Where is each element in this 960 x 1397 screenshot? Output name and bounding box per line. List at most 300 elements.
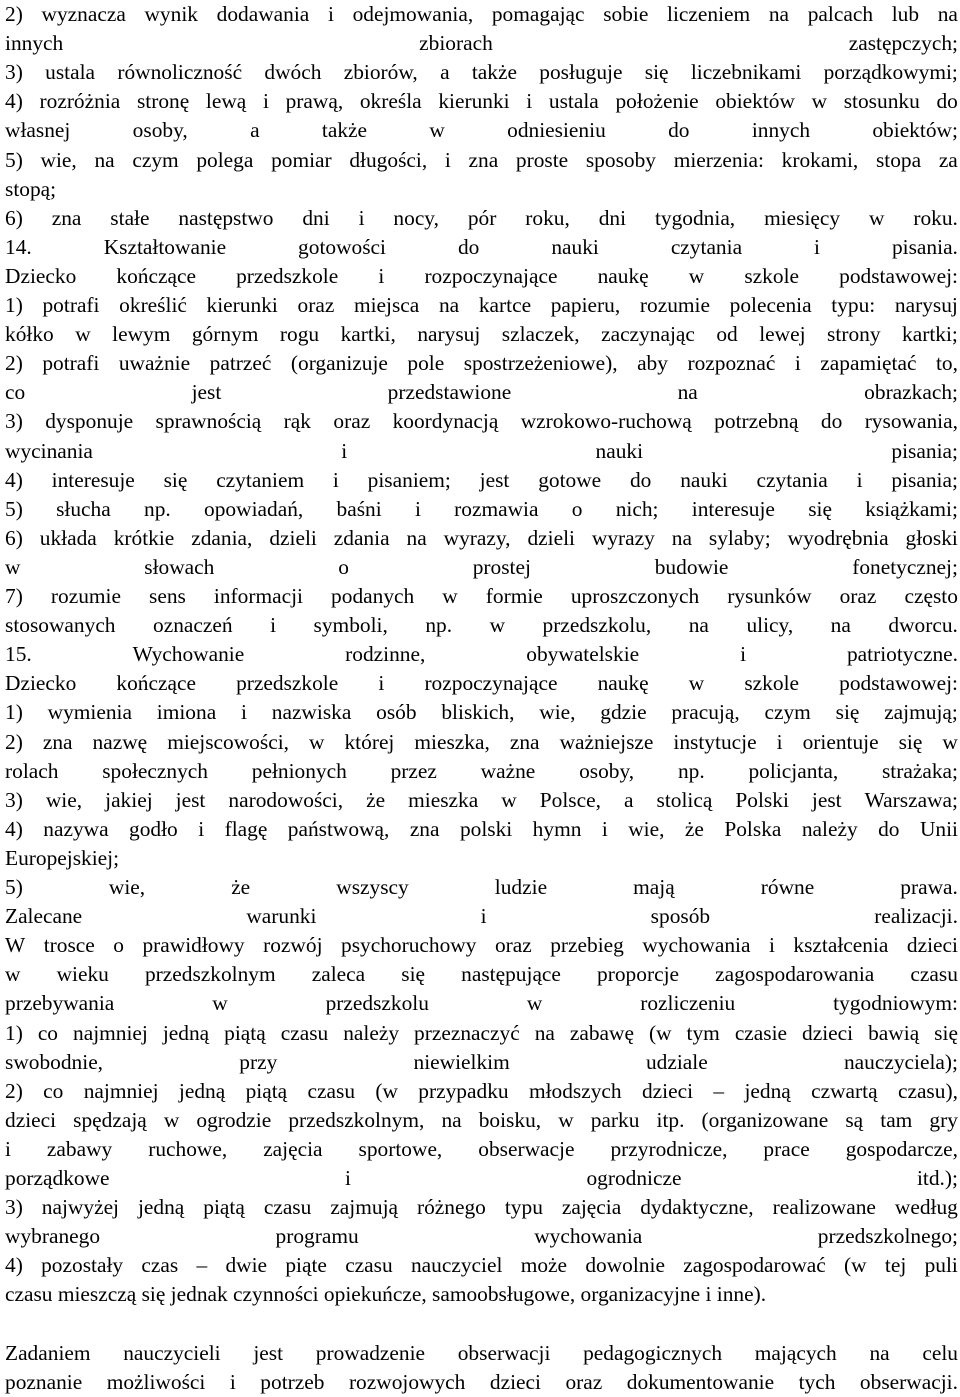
text-line <box>5 204 958 233</box>
word: krótkie <box>113 525 175 550</box>
word: przebieg <box>550 933 624 958</box>
word: położenie <box>615 89 699 114</box>
word: Polska <box>724 816 782 841</box>
word: potrzebną <box>714 409 799 434</box>
text-line <box>5 698 958 727</box>
word: dni <box>302 205 330 230</box>
word: zna <box>51 205 82 230</box>
word: typu <box>504 1195 543 1220</box>
word: prace <box>763 1136 810 1161</box>
word: niewielkim <box>413 1049 510 1074</box>
word: i <box>794 351 801 376</box>
word: realizowane <box>772 1195 876 1220</box>
word: czytania <box>670 234 743 259</box>
word: kartki; <box>902 322 958 347</box>
word: obserwacje <box>478 1136 575 1161</box>
word: gospodarcze, <box>845 1136 958 1161</box>
word: rozliczeniu <box>640 991 736 1016</box>
word: czym <box>764 700 811 725</box>
word: pomagając <box>491 2 585 26</box>
word: czasu <box>263 1195 312 1220</box>
word: nauczyciela); <box>843 1049 958 1074</box>
word: w <box>163 1107 180 1132</box>
word: i <box>327 2 334 26</box>
word: bliskich, <box>441 700 515 725</box>
word: zna <box>42 729 73 754</box>
word: jedną <box>178 1078 226 1103</box>
word: często <box>904 584 958 608</box>
word: do <box>820 409 843 434</box>
text-line <box>5 116 958 145</box>
word: i <box>378 263 385 288</box>
word: i <box>198 816 205 841</box>
word: i <box>5 1136 11 1161</box>
word: wie, <box>628 816 665 841</box>
word: następstwo <box>178 205 274 230</box>
word: a <box>440 60 450 85</box>
word: o <box>571 496 583 521</box>
word: (organizuje <box>290 351 388 376</box>
word: dzieli <box>527 525 575 550</box>
word: piątą <box>203 1195 245 1220</box>
word: najmniej <box>73 1020 148 1045</box>
word: np. <box>425 613 453 638</box>
text-line <box>5 524 958 553</box>
word: podstawowej: <box>839 671 958 696</box>
word: W <box>5 933 26 958</box>
word: się <box>644 60 669 85</box>
word: 3) <box>5 1195 23 1220</box>
word: celu <box>922 1340 958 1365</box>
word: dwie <box>225 1253 268 1278</box>
word: na <box>94 147 115 172</box>
word: państwową, <box>287 816 390 841</box>
word: oraz <box>565 1369 603 1394</box>
word: strażaka; <box>881 758 958 783</box>
word: pełnionych <box>251 758 347 783</box>
text-line <box>5 1251 958 1280</box>
word: lewej <box>759 322 806 347</box>
word: oraz <box>494 933 532 958</box>
word: odejmowania, <box>352 2 474 26</box>
word: sportowe, <box>358 1136 443 1161</box>
text-line: Europejskiej; <box>5 845 120 870</box>
word: także <box>321 118 368 143</box>
word: kartce <box>478 293 532 317</box>
word: zbiorach <box>419 31 493 56</box>
word: dni <box>598 205 627 230</box>
word: miejsca <box>353 293 420 317</box>
text-line <box>5 466 958 495</box>
word: parku <box>590 1107 640 1132</box>
word: i <box>740 642 747 667</box>
word: i <box>480 904 487 929</box>
word: oraz <box>333 409 371 434</box>
word: boisku, <box>478 1107 542 1132</box>
text-line <box>5 146 958 175</box>
word: na <box>768 2 790 26</box>
word: obrazkach; <box>864 380 958 405</box>
word: 5) <box>5 496 23 521</box>
word: pedagogicznych <box>583 1340 723 1365</box>
word: szlaczek, <box>501 322 580 347</box>
word: ustala <box>548 89 599 114</box>
word: gotowości <box>298 234 386 259</box>
word: przy <box>239 1049 278 1074</box>
word: osoby, <box>579 758 635 783</box>
text-line <box>5 960 958 989</box>
word: miesięcy <box>764 205 841 230</box>
word: innych <box>751 118 811 143</box>
text-line: czasu mieszczą się jednak czynności opiekuńcze, samoobsługowe, organizacyjne i inne). <box>5 1282 767 1307</box>
word: polecenia <box>729 293 812 317</box>
word: są <box>845 1107 864 1132</box>
word: słowach <box>144 554 215 579</box>
word: przedstawione <box>387 380 512 405</box>
word: poznanie <box>5 1369 83 1394</box>
word: ulicy, <box>746 613 794 638</box>
word: czasie <box>734 1020 788 1045</box>
text-line: stopą; <box>5 176 57 201</box>
word: 1) <box>5 1020 23 1045</box>
word: naukę <box>597 263 649 288</box>
word: pisaniem; <box>367 467 451 492</box>
word: zajęcia <box>561 1195 622 1220</box>
word: naukę <box>597 671 649 696</box>
word: w <box>558 1107 574 1132</box>
word: rysowania, <box>864 409 958 434</box>
word: zdania, <box>191 525 253 550</box>
word: i <box>414 496 421 521</box>
word: dokumentowanie <box>626 1369 775 1394</box>
word: pisania. <box>891 234 958 259</box>
word: rozróżnia <box>39 89 121 114</box>
word: sens <box>149 584 186 608</box>
word: się <box>898 729 923 754</box>
word: rozpoznać <box>687 351 776 376</box>
word: jest <box>479 467 510 492</box>
word: stałe <box>110 205 150 230</box>
word: nich; <box>615 496 659 521</box>
word: 7) <box>5 584 23 608</box>
word: gry <box>929 1107 958 1132</box>
text-line <box>5 233 958 262</box>
text-line <box>5 553 958 582</box>
word: w <box>942 729 958 754</box>
word: bawią <box>868 1020 920 1045</box>
word: 3) <box>5 787 23 812</box>
word: przypadku <box>418 1078 509 1103</box>
word: piątą <box>224 1020 266 1045</box>
word: przedszkolnym, <box>288 1107 425 1132</box>
word: rodzinne, <box>345 642 426 667</box>
word: instytucje <box>673 729 757 754</box>
word: kierunki <box>438 89 510 114</box>
word: mających <box>754 1340 837 1365</box>
word: stosowanych <box>5 613 116 638</box>
word: flagę <box>224 816 268 841</box>
word: ważne <box>480 758 536 783</box>
word: czwartą <box>811 1078 878 1103</box>
word: sobie <box>603 2 649 26</box>
word: wzrokowo-ruchową <box>520 409 692 434</box>
word: i <box>814 234 820 259</box>
word: zajęcia <box>263 1136 323 1161</box>
word: obserwacji <box>457 1340 551 1365</box>
text-line <box>5 640 958 669</box>
word: 4) <box>5 816 23 841</box>
word: może <box>520 1253 568 1278</box>
word: sposób <box>650 904 711 929</box>
text-line <box>5 320 958 349</box>
word: społecznych <box>102 758 208 783</box>
word: mierzenia: <box>673 147 764 172</box>
word: w <box>309 729 325 754</box>
text-line <box>5 1339 958 1368</box>
word: za <box>938 147 958 172</box>
word: wychowania <box>642 933 751 958</box>
word: najmniej <box>83 1078 159 1103</box>
word: jedną <box>162 1020 210 1045</box>
word: tym <box>686 1020 720 1045</box>
word: interesuje <box>691 496 775 521</box>
word: czytaniem <box>216 467 305 492</box>
word: Dziecko <box>5 263 77 288</box>
word: uproszczonych <box>570 584 700 608</box>
word: oraz <box>839 584 877 608</box>
word: długości, <box>349 147 428 172</box>
word: proste <box>515 147 569 172</box>
word: Wychowanie <box>132 642 245 667</box>
word: pór <box>467 205 497 230</box>
text-line <box>5 437 958 466</box>
word: – <box>713 1078 725 1103</box>
word: (organizowane <box>701 1107 829 1132</box>
word: czasu <box>345 1253 393 1278</box>
word: rozpoczynające <box>424 263 558 288</box>
word: 5) <box>5 147 23 172</box>
word: kończące <box>116 671 196 696</box>
word: obywatelskie <box>526 642 640 667</box>
word: co <box>5 380 26 405</box>
word: wszyscy <box>336 875 409 899</box>
word: wie, <box>45 787 83 812</box>
word: nocy, <box>393 205 439 230</box>
text-line <box>5 728 958 757</box>
word: roku, <box>525 205 570 230</box>
text-line <box>5 1135 958 1164</box>
word: (w <box>844 1253 867 1278</box>
word: na <box>406 525 427 550</box>
word: porządkowymi; <box>823 60 958 85</box>
word: i <box>358 205 365 230</box>
word: wie, <box>108 875 146 899</box>
word: i <box>601 816 608 841</box>
word: i <box>526 89 533 114</box>
word: osoby, <box>132 118 188 143</box>
word: że <box>684 816 704 841</box>
text-line <box>5 0 958 29</box>
word: spędzają <box>73 1107 147 1132</box>
word: 15. <box>5 642 32 667</box>
word: rysunków <box>727 584 812 608</box>
word: kierunki <box>206 293 278 317</box>
word: o <box>113 933 124 958</box>
word: obiektów <box>715 89 795 114</box>
word: zaczynając <box>601 322 695 347</box>
word: w <box>75 322 91 347</box>
word: tej <box>884 1253 907 1278</box>
word: opowiadań, <box>204 496 304 521</box>
word: Polski <box>735 787 789 812</box>
word: się <box>401 962 426 987</box>
word: typu: <box>831 293 876 317</box>
word: czas <box>141 1253 179 1278</box>
word: także <box>471 60 517 85</box>
word: kończące <box>116 263 196 288</box>
word: i <box>241 700 247 725</box>
word: od <box>716 322 738 347</box>
word: papieru, <box>550 293 621 317</box>
word: zaleca <box>311 962 366 987</box>
word: jedną <box>744 1078 791 1103</box>
word: i <box>444 147 451 172</box>
word: koordynacją <box>392 409 499 434</box>
word: prawa. <box>900 875 958 899</box>
word: czasu <box>307 1078 356 1103</box>
word: mieszka <box>408 787 479 812</box>
word: informacji <box>213 584 303 608</box>
word: jest <box>253 1340 284 1365</box>
word: dzieci <box>641 1078 694 1103</box>
word: nauczycieli <box>123 1340 221 1365</box>
word: gotowe <box>538 467 602 492</box>
word: się <box>163 467 188 492</box>
word: ruchowe, <box>148 1136 228 1161</box>
word: do <box>629 467 652 492</box>
word: piąte <box>285 1253 327 1278</box>
word: 5) <box>5 875 23 899</box>
word: 1) <box>5 700 23 725</box>
word: należy <box>343 1020 400 1045</box>
word: wynik <box>144 2 198 26</box>
word: pracują, <box>671 700 740 725</box>
word: innych <box>5 31 64 56</box>
word: przebywania <box>5 991 115 1016</box>
word: czasu <box>910 962 958 987</box>
word: której <box>344 729 395 754</box>
word: na <box>534 1020 555 1045</box>
word: stronę <box>136 89 190 114</box>
word: a <box>250 118 260 143</box>
word: Dziecko <box>5 671 77 696</box>
word: do <box>668 118 690 143</box>
text-line <box>5 873 958 902</box>
text-line <box>5 58 958 87</box>
word: 3) <box>5 409 23 434</box>
word: w <box>688 263 705 288</box>
word: układa <box>39 525 97 550</box>
word: równoliczność <box>117 60 243 85</box>
word: pisania; <box>891 467 958 492</box>
word: przez <box>390 758 437 783</box>
word: pisania; <box>891 438 958 463</box>
word: obiektów; <box>872 118 958 143</box>
word: i <box>768 933 775 958</box>
word: dzieci <box>906 933 958 958</box>
word: liczeniem <box>667 2 751 26</box>
word: na <box>937 2 958 26</box>
word: podanych <box>331 584 415 608</box>
word: mają <box>633 875 675 899</box>
word: czasu <box>280 1020 329 1045</box>
word: określić <box>119 293 187 317</box>
word: Polsce, <box>539 787 601 812</box>
word: osób <box>376 700 417 725</box>
word: zna <box>468 147 499 172</box>
word: tygodniowym: <box>833 991 958 1016</box>
word: zbiorów, <box>343 60 418 85</box>
word: np. <box>144 496 171 521</box>
word: przedszkole <box>236 263 339 288</box>
word: na <box>677 380 698 405</box>
word: wie, <box>539 700 576 725</box>
word: dysponuje <box>45 409 134 434</box>
word: wieku <box>56 962 109 987</box>
word: wybranego <box>5 1224 101 1249</box>
word: nazywa <box>43 816 109 841</box>
word: potrzeb <box>260 1369 325 1394</box>
word: określa <box>359 89 422 114</box>
word: Kształtowanie <box>103 234 227 259</box>
word: własnej <box>5 118 71 143</box>
word: kółko <box>5 322 54 347</box>
word: wie, <box>40 147 77 172</box>
text-line <box>5 1106 958 1135</box>
word: dzieci <box>489 1369 541 1394</box>
text-line <box>5 582 958 611</box>
word: dowolnie <box>585 1253 665 1278</box>
word: narodowości, <box>228 787 344 812</box>
word: 1) <box>5 293 23 317</box>
word: uważnie <box>118 351 191 376</box>
word: narysuj <box>894 293 958 317</box>
word: sprawnością <box>155 409 262 434</box>
text-line <box>5 29 958 58</box>
text-line <box>5 669 958 698</box>
word: 4) <box>5 467 23 492</box>
word: roku. <box>913 205 958 230</box>
word: kształcenia <box>793 933 889 958</box>
word: rozpoczynające <box>424 671 558 696</box>
word: prawą, <box>285 89 344 114</box>
text-line <box>5 1164 958 1193</box>
text-line <box>5 815 958 844</box>
word: jest <box>175 787 206 812</box>
word: i <box>262 89 269 114</box>
word: podstawowej: <box>839 263 958 288</box>
text-line <box>5 931 958 960</box>
word: że <box>231 875 251 899</box>
text-line <box>5 495 958 524</box>
word: się <box>835 700 860 725</box>
word: i <box>229 1369 236 1394</box>
word: rozumie <box>639 293 710 317</box>
word: rąk <box>283 409 311 434</box>
word: warunki <box>246 904 317 929</box>
word: na <box>688 613 709 638</box>
word: (w <box>375 1078 398 1103</box>
